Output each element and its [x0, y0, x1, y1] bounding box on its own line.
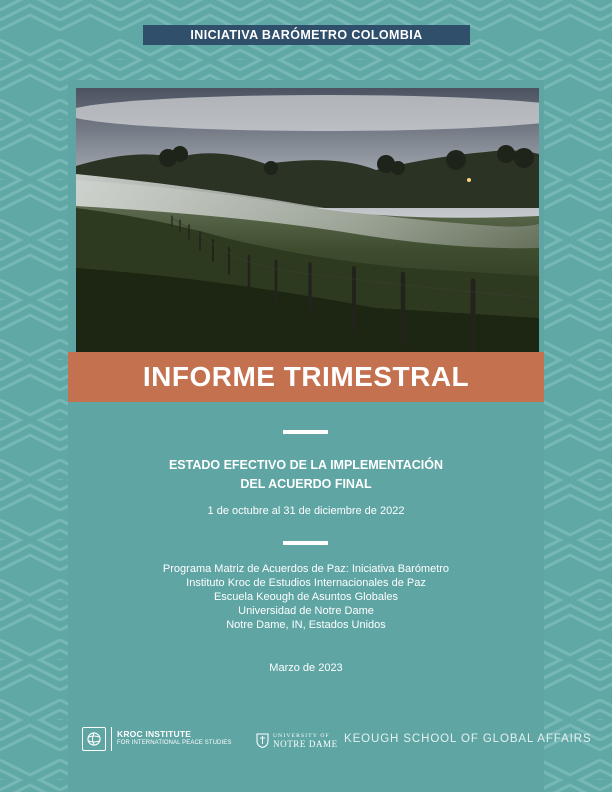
- credit-line: Programa Matriz de Acuerdos de Paz: Iniciativa Barómetro: [162, 563, 450, 575]
- kroc-logo-subtitle: FOR INTERNATIONAL PEACE STUDIES: [117, 740, 232, 746]
- cover-photo-misty-field: [76, 88, 539, 352]
- subtitle-line-1: ESTADO EFECTIVO DE LA IMPLEMENTACIÓN: [168, 458, 444, 472]
- notre-dame-logo: [256, 732, 338, 748]
- nd-logo-main: NOTRE DAME: [273, 739, 338, 749]
- subtitle-line-2: DEL ACUERDO FINAL: [240, 477, 372, 491]
- kroc-globe-icon: [82, 727, 106, 751]
- report-title-bar: [68, 352, 544, 402]
- publication-date: Marzo de 2023: [269, 662, 343, 674]
- notre-dame-shield-icon: [256, 733, 269, 748]
- credit-line: Notre Dame, IN, Estados Unidos: [226, 619, 386, 631]
- divider-rule-bottom: [283, 541, 328, 545]
- kroc-institute-logo: [82, 727, 231, 751]
- reporting-period: 1 de octubre al 31 de diciembre de 2022: [207, 505, 405, 517]
- credit-line: Escuela Keough de Asuntos Globales: [213, 591, 399, 603]
- report-title: INFORME TRIMESTRAL: [142, 361, 470, 392]
- divider-rule-top: [283, 430, 328, 434]
- credit-line: Universidad de Notre Dame: [238, 605, 374, 617]
- kroc-separator: [111, 727, 112, 751]
- initiative-banner-text: INICIATIVA BARÓMETRO COLOMBIA: [190, 28, 423, 42]
- kroc-logo-name: KROC INSTITUTE: [117, 729, 192, 739]
- nd-logo-top: UNIVERSITY OF: [273, 733, 330, 739]
- credit-line: Instituto Kroc de Estudios Internacionales de Paz: [186, 577, 426, 589]
- report-subtitle: [68, 456, 544, 494]
- institution-credits: [68, 562, 544, 632]
- keough-school-logo: KEOUGH SCHOOL OF GLOBAL AFFAIRS: [344, 733, 592, 745]
- initiative-banner: [143, 25, 470, 45]
